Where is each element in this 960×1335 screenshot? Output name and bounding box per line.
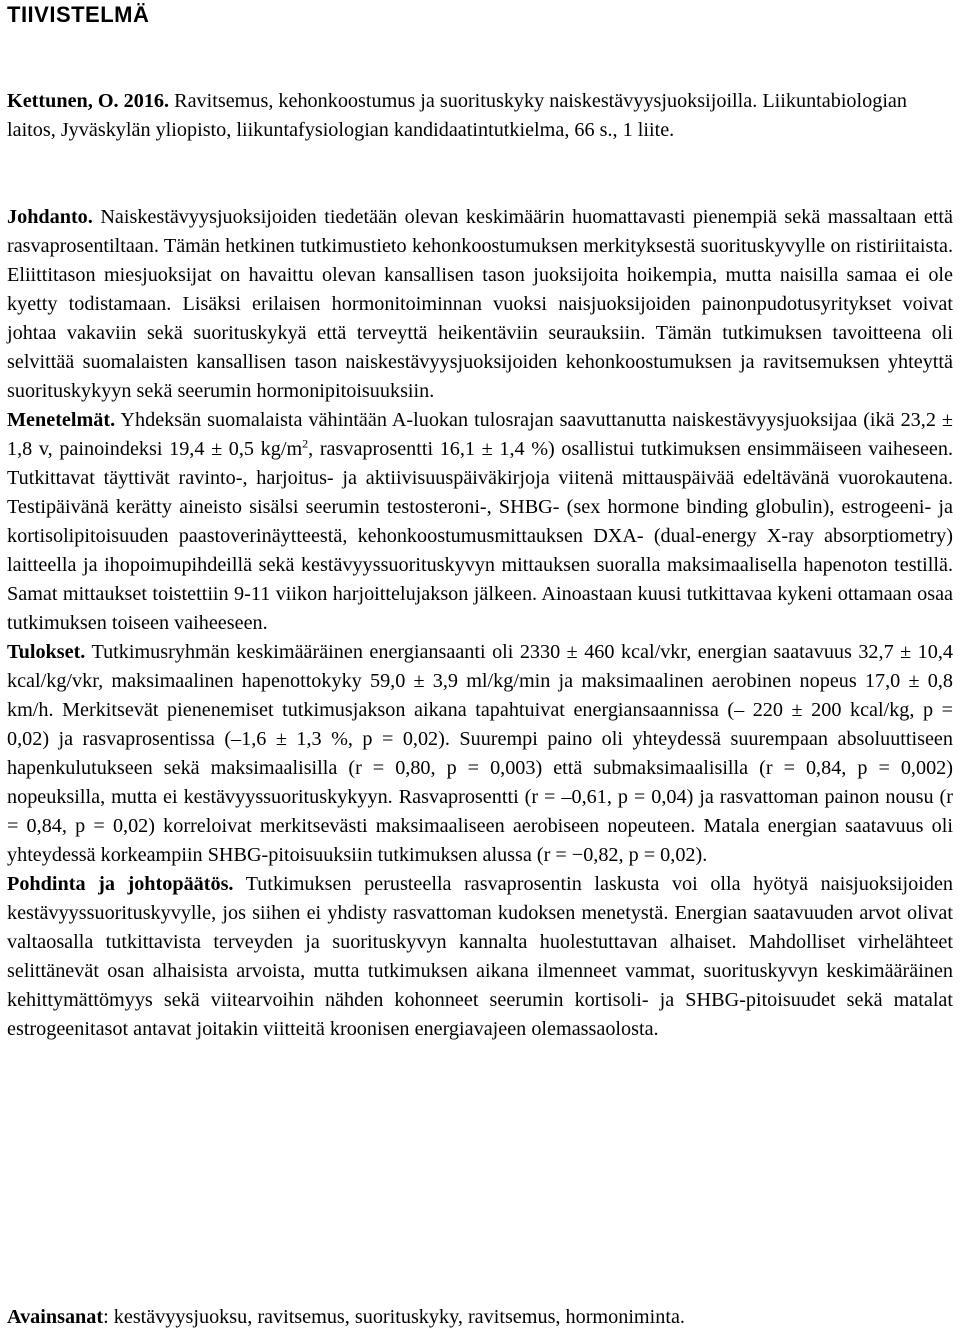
keywords-label: Avainsanat: [7, 1306, 104, 1328]
keywords-text: : kestävyysjuoksu, ravitsemus, suorituskyky, ravitsemus, hormonimintа.: [103, 1306, 685, 1328]
methods-text-b: , rasvaprosentti 16,1 ± 1,4 %) osallistui tutkimuksen ensimmäiseen vaiheseen. Tutkittavat täyttivät ravinto-, harjoitus- ja aktiivisuuspäiväkirjoja viitenä mittauspäivää edeltävänä vuorokautena. Testipäivänä kerätty aineisto sisälsi seerumin testosteroni-, SHBG- (sex hormone binding globulin), estrogeeni- ja kortisolipitoisuuden paastoverinäytteestä, kehonkoostumusmittauksen DXA- (dual-energy X-ray absorptiometry) laitteella ja ihopoimupihdeillä sekä kestävyyssuorituskyvyn mittauksen suoralla maksimaalisella hapenoton testillä. Samat mittaukset toistettiin 9-11 viikon harjoittelujakson jälkeen. Ainoastaan kuusi tutkittavaa kykeni ottamaan osaa tutkimuksen toiseen vaiheeseen.: [7, 438, 953, 634]
intro-section: [7, 203, 953, 406]
page-title: TIIVISTELMÄ: [7, 2, 150, 27]
citation: [7, 87, 953, 145]
intro-label: Johdanto.: [7, 206, 93, 228]
superscript-two: 2: [302, 436, 309, 451]
abstract-body: [7, 203, 953, 1044]
keywords: [7, 1303, 953, 1332]
methods-label: Menetelmät.: [7, 409, 116, 431]
intro-text: Naiskestävyysjuoksijoiden tiedetään olevan keskimäärin huomattavasti pienempiä sekä massaltaan että rasvaprosentiltaan. Tämän hetkinen tutkimustieto kehonkoostumuksen merkityksestä suorituskyvylle on ristiriitaista. Eliittitason miesjuoksijat on havaittu olevan kansallisen tason juoksijoita hoikempia, mutta naisilla samaa ei ole kyetty todistamaan. Lisäksi erilaisen hormonitoiminnan vuoksi naisjuoksijoiden painonpudotusyritykset voivat johtaa vakaviin sekä suorituskykyä että terveyttä heikentäviin seurauksiin. Tämän tutkimuksen tavoitteena oli selvittää suomalaisten kansallisen tason naiskestävyysjuoksijoiden kehonkoostumuksen ja ravitsemuksen yhteyttä suorituskykyyn sekä seerumin hormonipitoisuuksiin.: [7, 206, 953, 402]
discussion-section: [7, 870, 953, 1044]
discussion-text: Tutkimuksen perusteella rasvaprosentin laskusta voi olla hyötyä naisjuoksijoiden kestävyyssuorituskyvylle, jos siihen ei yhdisty rasvattoman kudoksen menetystä. Energian saatavuuden arvot olivat valtaosalla tutkittavista terveyden ja suorituskyvyn kannalta huolestuttavan alhaiset. Mahdolliset virhelähteet selittänevät osan alhaisista arvoista, mutta tutkimuksen aikana ilmenneet vammat, suorituskyvyn keskimääräinen kehittymättömyys sekä viitearvoihin nähden kohonneet seerumin kortisoli- ja SHBG-pitoisuudet sekä matalat estrogeenitasot antavat joitakin viitteitä kroonisen energiavajeen olemassaolosta.: [7, 873, 953, 1040]
discussion-label: Pohdinta ja johtopäätös.: [7, 873, 234, 895]
methods-section: [7, 406, 953, 638]
results-section: [7, 638, 953, 870]
results-label: Tulokset.: [7, 641, 86, 663]
methods-text-a: Yhdeksän suomalaista vähintään A-luokan tulosrajan saavuttanutta naiskestävyysjuoksijaa (ikä 23,2 ± 1,8 v, painoindeksi 19,4 ± 0,5 kg/m: [7, 409, 953, 460]
citation-author: Kettunen, O. 2016.: [7, 90, 170, 112]
citation-text: Ravitsemus, kehonkoostumus ja suorituskyky naiskestävyysjuoksijoilla. Liikuntabiologian laitos, Jyväskylän yliopisto, liikuntafysiologian kandidaatintutkielma, 66 s., 1 liite.: [7, 90, 907, 141]
results-text: Tutkimusryhmän keskimääräinen energiansaanti oli 2330 ± 460 kcal/vkr, energian saatavuus 32,7 ± 10,4 kcal/kg/vkr, maksimaalinen hapenottokyky 59,0 ± 3,9 ml/kg/min ja maksimaalinen aerobinen nopeus 17,0 ± 0,8 km/h. Merkitsevät pienenemiset tutkimusjakson aikana tapahtuivat energiansaannissa (– 220 ± 200 kcal/kg, p = 0,02) ja rasvaprosentissa (–1,6 ± 1,3 %, p = 0,02). Suurempi paino oli yhteydessä suurempaan absoluuttiseen hapenkulutukseen sekä maksimaalisilla (r = 0,80, p = 0,003) että submaksimaalisilla (r = 0,84, p = 0,002) nopeuksilla, mutta ei kestävyyssuorituskykyyn. Rasvaprosentti (r = –0,61, p = 0,04) ja rasvattoman painon nousu (r = 0,84, p = 0,02) korreloivat merkitsevästi maksimaaliseen aerobiseen nopeuteen. Matala energian saatavuus oli yhteydessä korkeampiin SHBG-pitoisuuksiin tutkimuksen alussa (r = −0,82, p = 0,02).: [7, 641, 953, 866]
